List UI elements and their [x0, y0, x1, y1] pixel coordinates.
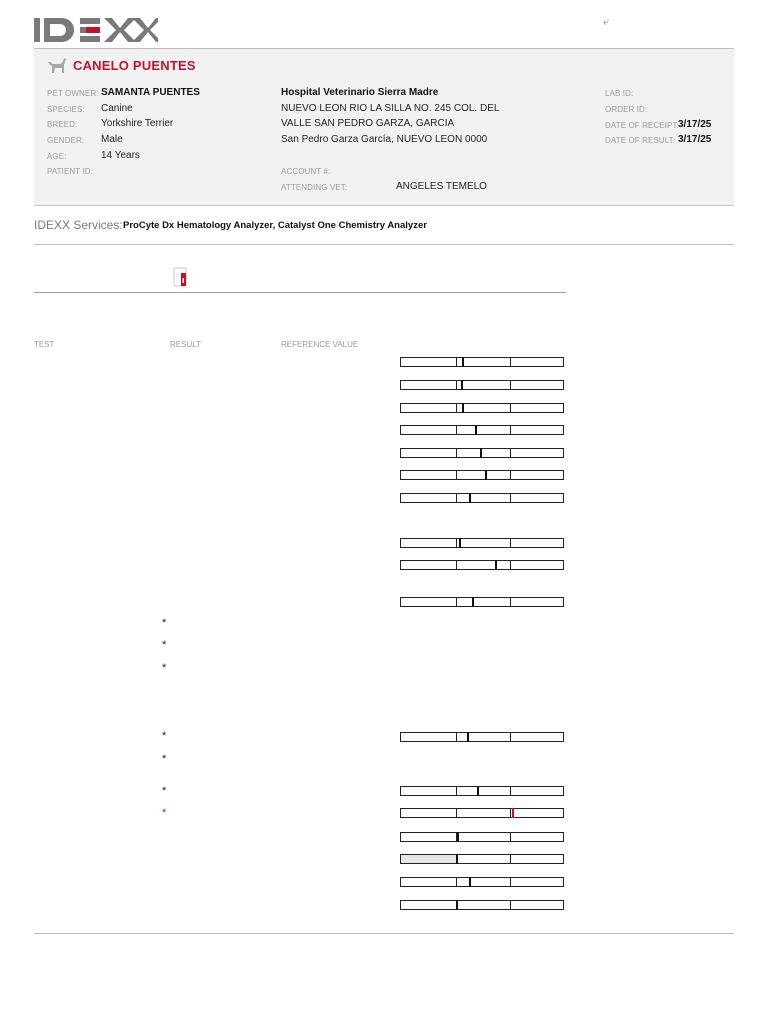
reference-range-gauge	[400, 854, 564, 864]
attending-vet-label: ATTENDING VET:	[281, 183, 348, 192]
gauge-marker	[477, 786, 479, 796]
gauge-divider	[456, 539, 457, 547]
sample-tube-icon	[173, 267, 187, 287]
reference-range-gauge	[400, 597, 564, 607]
gauge-divider	[510, 358, 511, 366]
gauge-divider	[510, 494, 511, 502]
gauge-marker	[459, 538, 461, 548]
gauge-marker	[462, 403, 464, 413]
species-label: SPECIES:	[47, 105, 85, 114]
clinic-name: Hospital Veterinario Sierra Madre	[281, 87, 439, 98]
reference-range-gauge	[400, 832, 564, 842]
gauge-marker	[469, 877, 471, 887]
gauge-marker	[467, 732, 469, 742]
date-receipt-value: 3/17/25	[678, 119, 712, 130]
gauge-divider	[456, 381, 457, 389]
footer-divider	[34, 933, 734, 934]
age-label: AGE:	[47, 152, 67, 161]
gauge-divider	[510, 833, 511, 841]
phone-icon: ⤶	[603, 16, 610, 28]
services-value: ProCyte Dx Hematology Analyzer, Catalyst One Chemistry Analyzer	[123, 220, 427, 231]
reference-range-gauge	[400, 493, 564, 503]
reference-range-gauge	[400, 560, 564, 570]
gauge-divider	[510, 733, 511, 741]
gauge-marker	[461, 380, 463, 390]
gauge-divider	[510, 381, 511, 389]
gauge-divider	[510, 901, 511, 909]
column-header-test: TEST	[34, 340, 55, 349]
date-receipt-label: DATE OF RECEIPT:	[605, 121, 679, 130]
gauge-divider	[510, 787, 511, 795]
gauge-divider	[510, 404, 511, 412]
age-value: 14 Years	[101, 150, 140, 161]
reference-range-gauge	[400, 732, 564, 742]
gender-value: Male	[101, 134, 123, 145]
lab-id-label: LAB ID:	[605, 89, 634, 98]
gauge-divider	[456, 494, 457, 502]
gauge-divider	[510, 855, 511, 863]
breed-value: Yorkshire Terrier	[101, 118, 174, 129]
gauge-divider	[510, 561, 511, 569]
gauge-marker	[480, 448, 482, 458]
date-result-label: DATE OF RESULT:	[605, 136, 676, 145]
patient-id-label: PATIENT ID:	[47, 167, 93, 176]
date-result-value: 3/17/25	[678, 134, 712, 145]
result-flag: *	[162, 785, 167, 797]
clinic-address-line1: NUEVO LEON RIO LA SILLA NO. 245 COL. DEL	[281, 103, 500, 114]
result-flag: *	[162, 730, 167, 742]
gauge-divider	[510, 539, 511, 547]
gauge-marker	[512, 808, 514, 818]
result-flag: *	[162, 639, 167, 651]
gauge-divider	[456, 471, 457, 479]
gauge-divider	[456, 809, 457, 817]
result-flag: *	[162, 807, 167, 819]
gauge-divider	[510, 426, 511, 434]
reference-range-gauge	[400, 425, 564, 435]
reference-range-gauge	[400, 538, 564, 548]
pet-owner-value: SAMANTA PUENTES	[101, 87, 200, 98]
gauge-marker	[457, 832, 459, 842]
column-header-reference: REFERENCE VALUE	[281, 340, 359, 349]
gauge-divider	[456, 449, 457, 457]
species-value: Canine	[101, 103, 133, 114]
clinic-address-line2: VALLE SAN PEDRO GARZA, GARCIA	[281, 118, 455, 129]
services-label: IDEXX Services:	[34, 218, 123, 232]
gauge-divider	[510, 471, 511, 479]
gauge-divider	[456, 426, 457, 434]
gauge-divider	[456, 787, 457, 795]
pet-owner-label: PET OWNER:	[47, 89, 99, 98]
result-flag: *	[162, 753, 167, 765]
gauge-marker	[462, 357, 464, 367]
idexx-logo	[34, 16, 158, 44]
patient-name: CANELO PUENTES	[73, 58, 196, 73]
reference-range-gauge	[400, 808, 564, 818]
gauge-divider	[456, 358, 457, 366]
gauge-divider	[510, 878, 511, 886]
reference-range-gauge	[400, 786, 564, 796]
column-header-result: RESULT	[170, 340, 201, 349]
gauge-marker	[475, 425, 477, 435]
reference-range-gauge	[400, 403, 564, 413]
reference-range-gauge	[400, 877, 564, 887]
reference-range-gauge	[400, 448, 564, 458]
gauge-divider	[510, 598, 511, 606]
reference-range-gauge	[400, 357, 564, 367]
dog-icon	[47, 56, 67, 74]
result-flag: *	[162, 617, 167, 629]
gender-label: GENDER:	[47, 136, 85, 145]
reference-range-gauge	[400, 900, 564, 910]
gauge-marker	[472, 597, 474, 607]
gauge-shade	[401, 855, 457, 863]
attending-vet-value: ANGELES TEMELO	[396, 181, 487, 192]
section-divider	[34, 292, 566, 293]
account-label: ACCOUNT #:	[281, 167, 331, 176]
clinic-address-line3: San Pedro Garza García, NUEVO LEON 0000	[281, 134, 488, 145]
result-flag: *	[162, 662, 167, 674]
gauge-divider	[456, 733, 457, 741]
order-id-label: ORDER ID:	[605, 105, 648, 114]
gauge-divider	[456, 598, 457, 606]
gauge-marker	[456, 854, 458, 864]
gauge-marker	[485, 470, 487, 480]
gauge-marker	[456, 900, 458, 910]
gauge-marker	[469, 493, 471, 503]
gauge-divider	[456, 404, 457, 412]
gauge-divider	[456, 878, 457, 886]
reference-range-gauge	[400, 470, 564, 480]
gauge-divider	[510, 449, 511, 457]
breed-label: BREED:	[47, 120, 78, 129]
reference-range-gauge	[400, 380, 564, 390]
gauge-marker	[495, 560, 497, 570]
services-divider	[34, 244, 734, 245]
gauge-divider	[456, 561, 457, 569]
